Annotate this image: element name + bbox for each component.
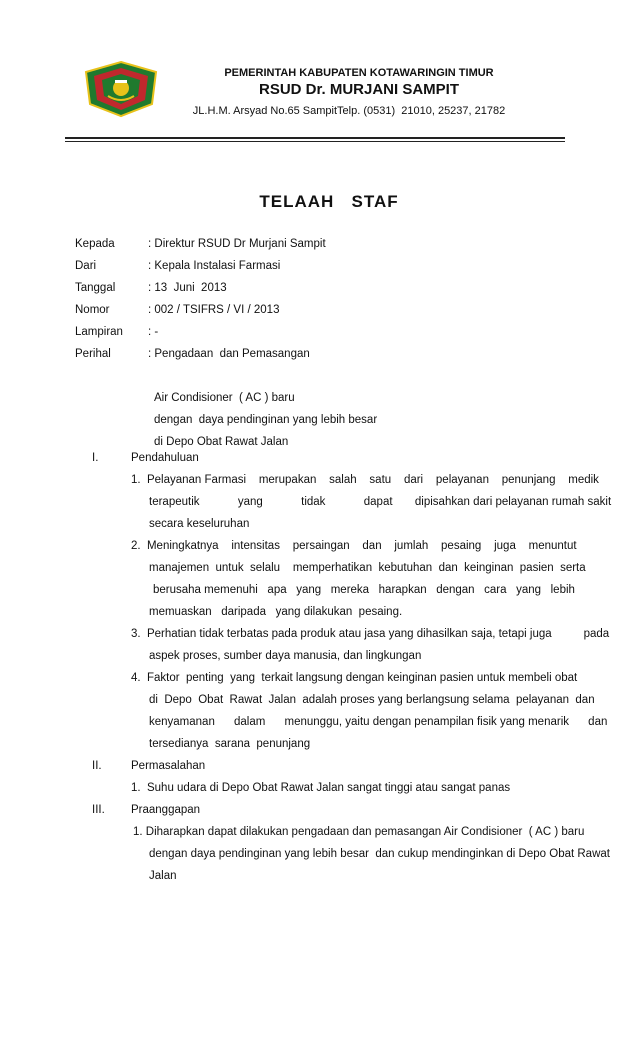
paragraph-line: memuaskan daripada yang dilakukan pesaing. [149, 606, 403, 618]
header-rule-thin [65, 141, 565, 142]
paragraph-line: kenyamanan dalam menunggu, yaitu dengan penampilan fisik yang menarik dan [149, 716, 608, 728]
meta-value: : 13 Juni 2013 [148, 282, 227, 294]
paragraph-line: Jalan [149, 870, 177, 882]
section-number: I. [92, 452, 99, 464]
paragraph-line: tersedianya sarana penunjang [149, 738, 311, 750]
section-label: Praanggapan [131, 804, 201, 816]
paragraph-line: manajemen untuk selalu memperhatikan kebutuhan dan keinginan pasien serta [149, 562, 586, 574]
meta-value: : - [148, 326, 159, 338]
letterhead [0, 0, 638, 140]
meta-row-tanggal [75, 277, 575, 299]
meta-row-lampiran [75, 321, 575, 343]
meta-value: : Direktur RSUD Dr Murjani Sampit [148, 238, 326, 250]
perihal-continuation: Air Condisioner ( AC ) baru [154, 392, 295, 404]
paragraph-line: 4. Faktor penting yang terkait langsung dengan keinginan pasien untuk membeli obat [131, 672, 578, 684]
meta-key: Nomor [75, 304, 110, 316]
government-name: PEMERINTAH KABUPATEN KOTAWARINGIN TIMUR [224, 67, 494, 79]
paragraph-line: terapeutik yang tidak dapat dipisahkan dari pelayanan rumah sakit [149, 496, 612, 508]
paragraph-line: di Depo Obat Rawat Jalan adalah proses yang berlangsung selama pelayanan dan [149, 694, 595, 706]
meta-key: Perihal [75, 348, 111, 360]
paragraph-line: 1. Diharapkan dapat dilakukan pengadaan dan pemasangan Air Condisioner ( AC ) baru [133, 826, 585, 838]
meta-row-nomor [75, 299, 575, 321]
hospital-address: JL.H.M. Arsyad No.65 SampitTelp. (0531) 21010, 25237, 21782 [192, 105, 506, 117]
header-rule-thick [65, 137, 565, 139]
meta-row-perihal [75, 343, 575, 365]
meta-key: Dari [75, 260, 97, 272]
meta-row-dari [75, 255, 575, 277]
meta-key: Lampiran [75, 326, 123, 338]
paragraph-line: 3. Perhatian tidak terbatas pada produk atau jasa yang dihasilkan saja, tetapi juga pada [131, 628, 610, 640]
section-number: III. [92, 804, 105, 816]
hospital-name: RSUD Dr. MURJANI SAMPIT [258, 81, 460, 98]
paragraph-line: 1. Pelayanan Farmasi merupakan salah satu dari pelayanan penunjang medik [131, 474, 599, 486]
paragraph-line: dengan daya pendinginan yang lebih besar dan cukup mendinginkan di Depo Obat Rawat [149, 848, 610, 860]
paragraph-line: 1. Suhu udara di Depo Obat Rawat Jalan sangat tinggi atau sangat panas [131, 782, 511, 794]
perihal-continuation: dengan daya pendinginan yang lebih besar [154, 414, 378, 426]
meta-row-kepada [75, 233, 575, 255]
perihal-continuation: di Depo Obat Rawat Jalan [154, 436, 289, 448]
document-title: TELAAH STAF [259, 192, 399, 211]
meta-key: Kepada [75, 238, 115, 250]
paragraph-line: 2. Meningkatnya intensitas persaingan dan jumlah pesaing juga menuntut [131, 540, 577, 552]
paragraph-line: secara keseluruhan [149, 518, 250, 530]
paragraph-line: berusaha memenuhi apa yang mereka harapkan dengan cara yang lebih [153, 584, 575, 596]
meta-value: : Pengadaan dan Pemasangan [148, 348, 310, 360]
section-number: II. [92, 760, 102, 772]
section-label: Permasalahan [131, 760, 206, 772]
section-label: Pendahuluan [131, 452, 199, 464]
meta-value: : Kepala Instalasi Farmasi [148, 260, 281, 272]
meta-block [75, 233, 575, 448]
meta-key: Tanggal [75, 282, 116, 294]
paragraph-line: aspek proses, sumber daya manusia, dan lingkungan [149, 650, 422, 662]
meta-value: : 002 / TSIFRS / VI / 2013 [148, 304, 280, 316]
